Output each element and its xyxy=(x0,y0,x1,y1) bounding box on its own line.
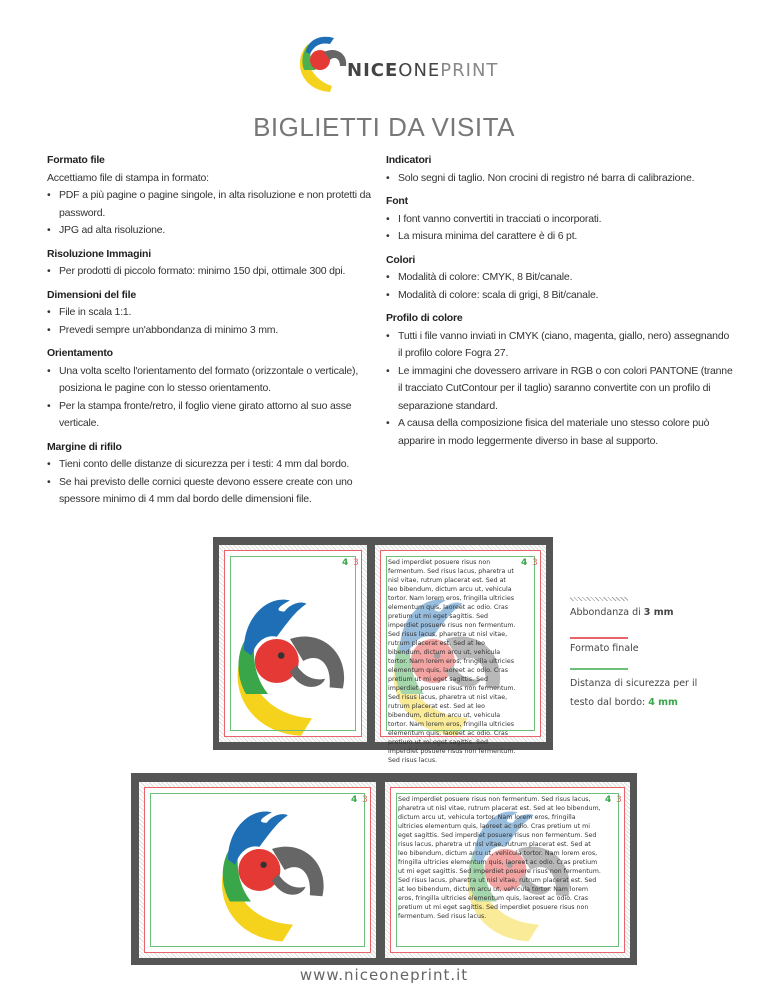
list-item: • JPG ad alta risoluzione. xyxy=(47,222,382,240)
list-item: • PDF a più pagine o pagine singole, in alta risoluzione e non protetti da password. xyxy=(47,187,382,222)
website-url: www.niceoneprint.it xyxy=(299,966,469,984)
list-item: • Se hai previsto delle cornici queste devono essere create con uno spessore minimo di 4 mm dal bordo delle dimensioni file. xyxy=(47,474,382,509)
brand-nice: NICE xyxy=(347,60,399,81)
section-heading: Profilo di colore xyxy=(386,312,463,324)
left-column xyxy=(47,152,382,515)
bleed-distance-label: 3 xyxy=(616,795,622,805)
section-heading: Margine di rifilo xyxy=(47,440,122,453)
section-dimensioni xyxy=(47,287,382,340)
list-item: • Prevedi sempre un'abbondanza di minimo 3 mm. xyxy=(47,322,382,340)
brand-name xyxy=(347,60,498,81)
safe-legend: Distanza di sicurezza per il testo dal bordo: 4 mm xyxy=(570,678,698,708)
list-item: • A causa della composizione fisica del materiale uno stesso colore può apparire in modo leggermente diverso in base al supporto. xyxy=(386,415,736,450)
safe-distance-label: 4 xyxy=(351,795,358,805)
section-heading: Orientamento xyxy=(47,347,113,359)
list-item: • Tutti i file vanno inviati in CMYK (ciano, magenta, giallo, nero) assegnando il profilo colore Fogra 27. xyxy=(386,328,736,363)
safe-legend-line xyxy=(570,668,628,670)
page-title: BIGLIETTI DA VISITA xyxy=(253,112,515,142)
list-item: • Per la stampa fronte/retro, il foglio viene girato attorno al suo asse verticale. xyxy=(47,398,382,433)
section-margine xyxy=(47,439,382,509)
card-sample-text: Sed imperdiet posuere risus non fermentum. Sed risus lacus, pharetra ut nisl vitae, rutrum placerat est. Sed at leo bibendum, dictum arcu ut, vehicula tortor. Nam lorem eros, fringilla ultricies elementum quis, laoreet ac odio. Cras pretium ut mi eget sagittis. Sed imperdiet posuere risus non fermentum. Sed risus lacus, pharetra ut nisl vitae, rutrum placerat est. Sed at leo bibendum, dictum arcu ut, vehicula tortor. Nam lorem eros, fringilla ultricies elementum quis, laoreet ac odio. Cras pretium ut mi eget sagittis. Sed imperdiet posuere risus non fermentum. Sed risus lacus, pharetra ut nisl vitae, rutrum placerat est. Sed at leo bibendum, dictum arcu ut, vehicula tortor. Nam lorem eros, fringilla ultricies elementum quis, laoreet ac odio. Cras pretium ut mi eget sagittis. Sed imperdiet posuere risus non fermentum. Sed risus lacus. xyxy=(388,559,516,764)
list-item: • Modalità di colore: scala di grigi, 8 Bit/canale. xyxy=(386,287,736,305)
brand-one: ONE xyxy=(398,60,441,81)
trim-legend: Formato finale xyxy=(570,643,639,654)
card-safe-line xyxy=(230,556,356,731)
section-profilo xyxy=(386,310,736,450)
list-item: • I font vanno convertiti in tracciati o incorporati. xyxy=(386,211,736,229)
section-heading: Formato file xyxy=(47,154,105,166)
list-item: • Per prodotti di piccolo formato: minimo 150 dpi, ottimale 300 dpi. xyxy=(47,263,382,281)
list-item: • Tieni conto delle distanze di sicurezza per i testi: 4 mm dal bordo. xyxy=(47,456,382,474)
section-orientamento xyxy=(47,345,382,433)
bleed-legend: Abbondanza di 3 mm xyxy=(570,607,674,618)
section-heading: Dimensioni del file xyxy=(47,288,136,301)
list-item: • La misura minima del carattere è di 6 pt. xyxy=(386,228,736,246)
list-item: • Una volta scelto l'orientamento del formato (orizzontale o verticale), posiziona le pagine con lo stesso orientamento. xyxy=(47,363,382,398)
section-heading: Font xyxy=(386,195,408,207)
bleed-legend-line xyxy=(570,597,628,601)
bleed-distance-label: 3 xyxy=(353,558,359,568)
bleed-distance-label: 3 xyxy=(362,795,368,805)
trim-legend-line xyxy=(570,637,628,639)
list-item: • Le immagini che dovessero arrivare in RGB o con colori PANTONE (tranne il tracciato CutContour per il taglio) saranno convertite con un profilo di separazione standard. xyxy=(386,363,736,416)
section-heading: Risoluzione Immagini xyxy=(47,247,151,260)
list-item: • Modalità di colore: CMYK, 8 Bit/canale. xyxy=(386,269,736,287)
bleed-distance-label: 3 xyxy=(532,558,538,568)
section-risoluzione xyxy=(47,246,382,281)
section-colori xyxy=(386,252,736,305)
section-intro: Accettiamo file di stampa in formato: xyxy=(47,171,209,184)
section-indicatori xyxy=(386,152,736,187)
card-sample-text: Sed imperdiet posuere risus non fermentum. Sed risus lacus, pharetra ut nisl vitae, rutrum placerat est. Sed at leo bibendum, dictum arcu ut, vehicula tortor. Nam lorem eros, fringilla ultricies elementum quis, laoreet ac odio. Cras pretium ut mi eget sagittis. Sed imperdiet posuere risus non fermentum. Sed risus lacus, pharetra ut nisl vitae, rutrum placerat est. Sed at leo bibendum, dictum arcu ut, vehicula tortor. Nam lorem eros, fringilla ultricies elementum quis, laoreet ac odio. Cras pretium ut mi eget sagittis. Sed imperdiet posuere risus non fermentum. Sed risus lacus, pharetra ut nisl vitae, rutrum placerat est. Sed at leo bibendum, dictum arcu ut, vehicula tortor. Nam lorem eros, fringilla ultricies elementum quis, laoreet ac odio. Cras pretium ut mi eget sagittis. Sed imperdiet posuere risus non fermentum. Sed risus lacus. xyxy=(398,796,601,920)
section-formato-file xyxy=(47,152,382,240)
right-column xyxy=(386,152,736,456)
section-heading: Colori xyxy=(386,253,416,266)
list-item: • File in scala 1:1. xyxy=(47,304,382,322)
brand-print: PRINT xyxy=(440,60,499,81)
safe-distance-label: 4 xyxy=(605,795,612,805)
safe-distance-label: 4 xyxy=(342,558,349,568)
section-heading: Indicatori xyxy=(386,154,432,166)
card-safe-line xyxy=(150,793,365,947)
list-item: • Solo segni di taglio. Non crocini di registro né barra di calibrazione. xyxy=(386,170,736,188)
safe-distance-label: 4 xyxy=(521,558,528,568)
section-font xyxy=(386,193,736,246)
